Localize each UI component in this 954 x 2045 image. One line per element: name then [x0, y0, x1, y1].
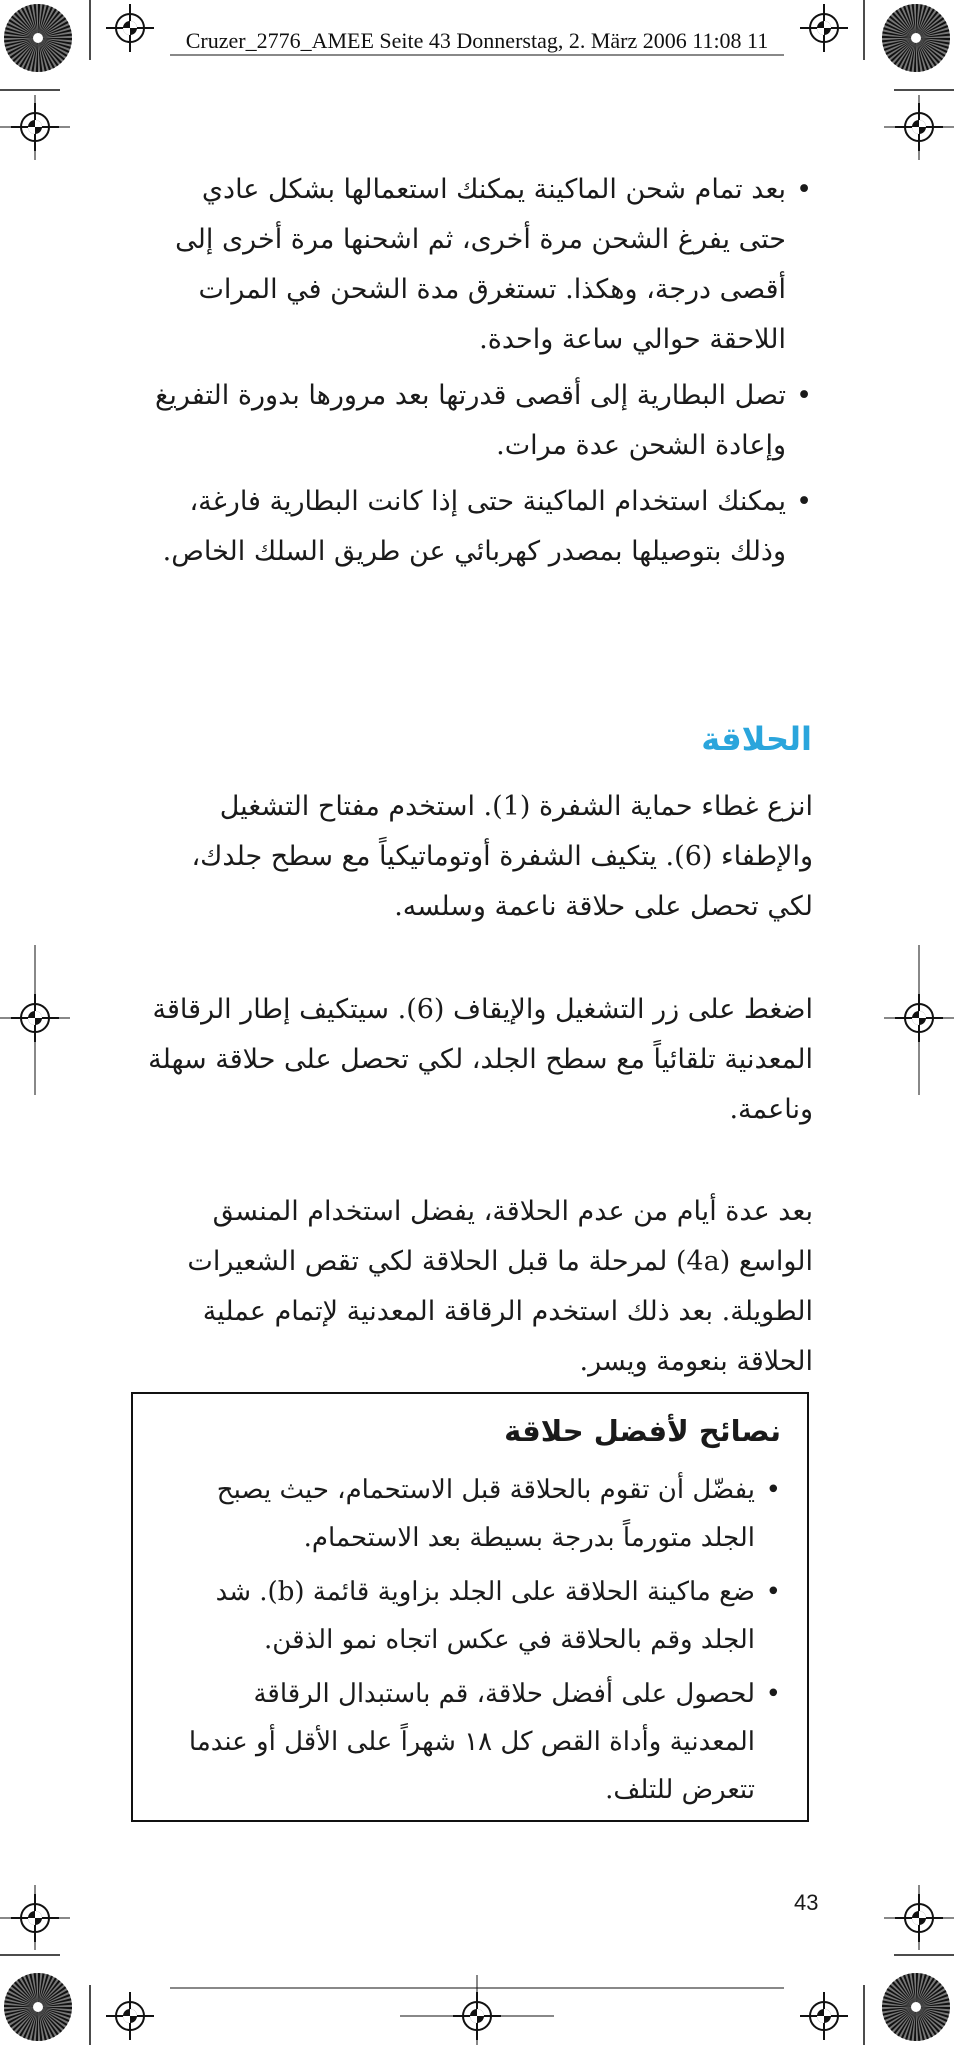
shaving-heading: الحلاقة	[701, 720, 812, 758]
bullet-item: • تصل البطارية إلى أقصى قدرتها بعد مرورها بدورة التفريغ وإعادة الشحن عدة مرات.	[150, 371, 812, 471]
running-head: Cruzer_2776_AMEE Seite 43 Donnerstag, 2. März 2006 11:08 11	[185, 28, 769, 53]
page-number: 43	[794, 1890, 819, 1915]
shaving-paragraph-2: اضغط على زر التشغيل والإيقاف (6). سيتكيف إطار الرقاقة المعدنية تلقائياً مع سطح الجلد، لكي تحصل على حلاقة سهلة وناعمة.	[148, 994, 813, 1125]
tips-title: نصائح لأفضل حلاقة	[504, 1414, 781, 1448]
starburst-mark	[4, 1973, 72, 2041]
tips-list	[163, 1466, 781, 1820]
shaving-paragraph-3: بعد عدة أيام من عدم الحلاقة، يفضل استخدام المنسق الواسع (4a) لمرحلة ما قبل الحلاقة لكي تقص الشعيرات الطويلة. بعد ذلك استخدم الرقاقة المعدنية لإتمام عملية الحلاقة بنعومة ويسر.	[187, 1196, 813, 1377]
tip-item: • ضع ماكينة الحلاقة على الجلد بزاوية قائمة (b). شد الجلد وقم بالحلاقة في عكس اتجاه نمو الذقن.	[163, 1568, 781, 1664]
charging-bullet-list	[150, 165, 812, 583]
tips-box	[131, 1392, 809, 1822]
tip-item: • لحصول على أفضل حلاقة، قم باستبدال الرقاقة المعدنية وأداة القص كل ١٨ شهراً على الأقل أو عندما تتعرض للتلف.	[163, 1670, 781, 1814]
starburst-mark	[882, 1973, 950, 2041]
tip-item: • يفضّل أن تقوم بالحلاقة قبل الاستحمام، حيث يصبح الجلد متورماً بدرجة بسيطة بعد الاستحمام.	[163, 1466, 781, 1562]
shaving-paragraph-1: انزع غطاء حماية الشفرة (1). استخدم مفتاح التشغيل والإطفاء (6). يتكيف الشفرة أوتوماتيكياً مع سطح جلدك، لكي تحصل على حلاقة ناعمة وسلسه.	[191, 791, 813, 922]
bullet-item: • يمكنك استخدام الماكينة حتى إذا كانت البطارية فارغة، وذلك بتوصيلها بمصدر كهربائي عن طريق السلك الخاص.	[150, 477, 812, 577]
bullet-item: • بعد تمام شحن الماكينة يمكنك استعمالها بشكل عادي حتى يفرغ الشحن مرة أخرى، ثم اشحنها مرة أخرى إلى أقصى درجة، وهكذا. تستغرق مدة الشحن في المرات اللاحقة حوالي ساعة واحدة.	[150, 165, 812, 365]
